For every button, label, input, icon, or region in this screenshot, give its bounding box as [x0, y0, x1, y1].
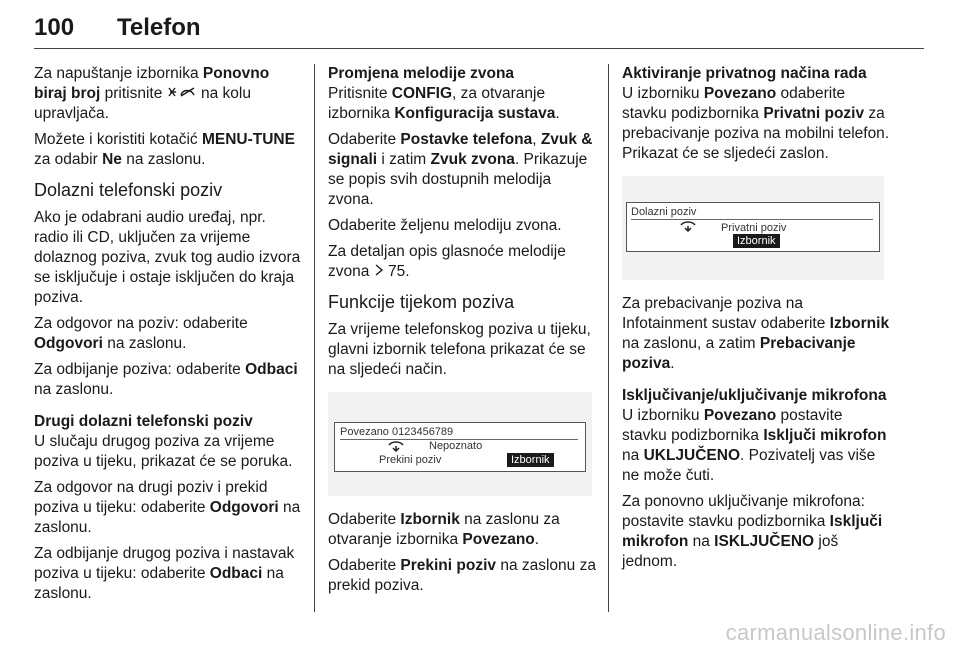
paragraph: Ako je odabrani audio uređaj, npr. radio ili CD, uključen za vrijeme dolaznog poziva, zvuk tog audio izvora se isključuje i ostaje isključen do kraja poziva.	[34, 209, 301, 306]
paragraph: Odaberite Postavke telefona, Zvuk & signali i zatim Zvuk zvona. Prikazuje se popis svih dostupnih melodija zvona.	[328, 131, 593, 208]
subsection-heading: Isključivanje/uključivanje mikrofona	[622, 387, 887, 404]
incoming-call-screen	[626, 202, 880, 252]
watermark: carmanualsonline.info	[725, 620, 946, 645]
paragraph: Za ponovno uključivanje mikrofona: postavite stavku podizbornika Isključi mikrofon na ISKLJUČENO još jednom.	[622, 493, 883, 570]
screen-rule	[631, 219, 873, 220]
transfer-call-icon	[679, 220, 697, 236]
private-call-item: Privatni poziv	[721, 222, 787, 234]
column-2	[328, 64, 600, 602]
column-divider	[608, 64, 609, 612]
paragraph: Odaberite Prekini poziv na zaslonu za prekid poziva.	[328, 557, 596, 594]
mute-end-call-icon	[167, 84, 197, 104]
paragraph: U slučaju drugog poziva za vrijeme poziva u tijeku, prikazat će se poruka.	[34, 433, 293, 470]
screen-title: Povezano 0123456789	[340, 426, 454, 438]
subsection-heading: Promjena melodije zvona	[328, 65, 515, 82]
paragraph: Odaberite željenu melodiju zvona.	[328, 217, 562, 234]
paragraph: Možete i koristiti kotačić MENU-TUNE za odabir Ne na zaslonu.	[34, 131, 295, 168]
screen-illustration	[622, 176, 884, 280]
page-number: 100	[34, 14, 75, 41]
menu-item-selected: Izbornik	[733, 234, 780, 248]
paragraph: Za napuštanje izbornika Ponovno biraj broj pritisnite na kolu upravljača.	[34, 65, 270, 122]
end-call-item: Prekini poziv	[379, 454, 442, 466]
section-heading: Dolazni telefonski poziv	[34, 180, 223, 200]
menu-item-selected: Izbornik	[507, 453, 554, 467]
ref-arrow-icon	[374, 262, 384, 282]
column-divider	[314, 64, 315, 612]
column-3	[622, 64, 890, 578]
section-heading: Funkcije tijekom poziva	[328, 292, 515, 312]
caller-name: Nepoznato	[429, 440, 483, 452]
page-header	[34, 14, 924, 48]
subsection-heading: Aktiviranje privatnog načina rada	[622, 65, 867, 82]
paragraph: U izborniku Povezano postavite stavku podizbornika Isključi mikrofon na UKLJUČENO. Pozivatelj vas više ne može čuti.	[622, 407, 887, 484]
page-title: Telefon	[117, 14, 201, 41]
paragraph: Za odgovor na drugi poziv i prekid poziva u tijeku: odaberite Odgovori na zaslonu.	[34, 479, 301, 536]
subsection-heading: Drugi dolazni telefonski poziv	[34, 413, 253, 430]
paragraph: Za odbijanje drugog poziva i nastavak poziva u tijeku: odaberite Odbaci na zaslonu.	[34, 545, 295, 602]
paragraph: Za odgovor na poziv: odaberite Odgovori na zaslonu.	[34, 315, 248, 352]
paragraph: Za odbijanje poziva: odaberite Odbaci na zaslonu.	[34, 361, 298, 398]
paragraph: U izborniku Povezano odaberite stavku podizbornika Privatni poziv za prebacivanje poziva na mobilni telefon. Prikazat će se sljedeći zaslon.	[622, 85, 890, 162]
paragraph: Za prebacivanje poziva na Infotainment sustav odaberite Izbornik na zaslonu, a zatim Prebacivanje poziva.	[622, 295, 890, 372]
header-divider	[34, 48, 924, 49]
paragraph: Za vrijeme telefonskog poziva u tijeku, glavni izbornik telefona prikazat će se na sljedeći način.	[328, 321, 591, 378]
paragraph: Za detaljan opis glasnoće melodije zvona 75.	[328, 243, 566, 280]
paragraph: Odaberite Izbornik na zaslonu za otvaranje izbornika Povezano.	[328, 511, 560, 548]
screen-illustration	[328, 392, 592, 496]
connected-call-screen	[334, 422, 586, 472]
screen-title: Dolazni poziv	[631, 206, 697, 218]
column-1	[34, 64, 304, 610]
paragraph: Pritisnite CONFIG, za otvaranje izbornika Konfiguracija sustava.	[328, 85, 560, 122]
